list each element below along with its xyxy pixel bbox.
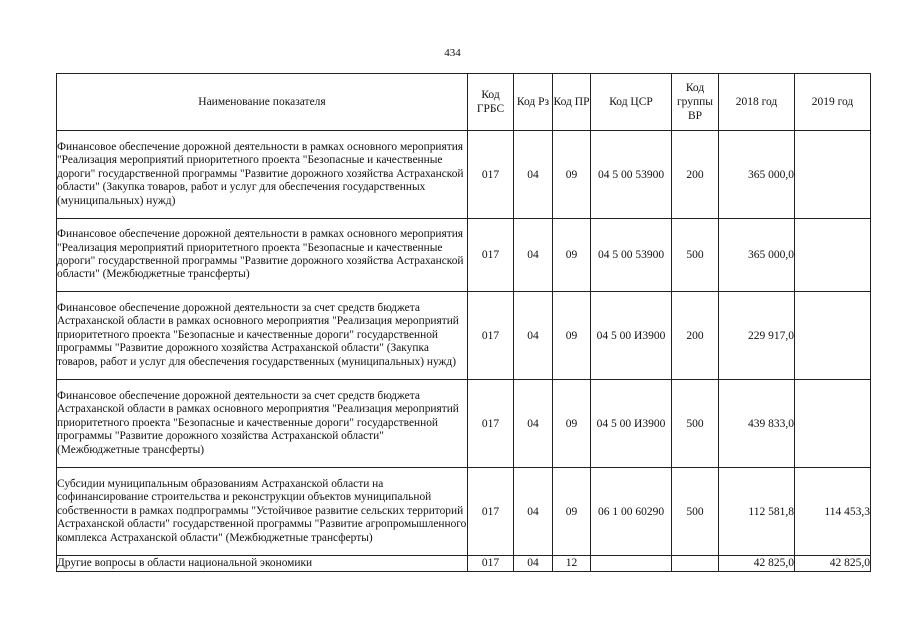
row-vr: 500	[672, 380, 719, 468]
row-vr: 500	[672, 219, 719, 292]
table-row	[57, 380, 871, 468]
row-2019: 114 453,3	[795, 468, 871, 556]
table-row	[57, 219, 871, 292]
row-pr: 09	[553, 380, 591, 468]
row-2019	[795, 292, 871, 380]
row-rz: 04	[514, 380, 553, 468]
row-2019	[795, 380, 871, 468]
row-grbs: 017	[468, 556, 514, 572]
row-vr: 200	[672, 131, 719, 219]
row-2018: 439 833,0	[719, 380, 795, 468]
row-pr: 12	[553, 556, 591, 572]
row-grbs: 017	[468, 131, 514, 219]
header-rz: Код Рз	[514, 74, 553, 131]
row-rz: 04	[514, 556, 553, 572]
row-name: Финансовое обеспечение дорожной деятельности за счет средств бюджета Астраханской области в рамках основного мероприятия "Реализация мероприятий приоритетного проекта "Безопасные и качественные дороги" государственной программы "Развитие дорожного хозяйства Астраханской области" (Межбюджетные трансферты)	[57, 380, 468, 468]
row-pr: 09	[553, 292, 591, 380]
row-name: Финансовое обеспечение дорожной деятельности в рамках основного мероприятия "Реализация мероприятий приоритетного проекта "Безопасные и качественные дороги" государственной программы "Развитие дорожного хозяйства Астраханской области" (Закупка товаров, работ и услуг для обеспечения государственных (муниципальных) нужд)	[57, 131, 468, 219]
header-2019: 2019 год	[795, 74, 871, 131]
row-pr: 09	[553, 131, 591, 219]
row-grbs: 017	[468, 292, 514, 380]
table-row	[57, 468, 871, 556]
row-vr: 500	[672, 468, 719, 556]
row-csr: 04 5 00 И3900	[591, 380, 672, 468]
header-name: Наименование показателя	[57, 74, 468, 131]
budget-table	[56, 73, 871, 572]
header-grbs: Код ГРБС	[468, 74, 514, 131]
row-pr: 09	[553, 468, 591, 556]
table-row	[57, 556, 871, 572]
row-pr: 09	[553, 219, 591, 292]
row-name: Другие вопросы в области национальной экономики	[57, 556, 468, 572]
row-rz: 04	[514, 131, 553, 219]
table-row	[57, 131, 871, 219]
row-csr: 06 1 00 60290	[591, 468, 672, 556]
row-grbs: 017	[468, 219, 514, 292]
header-2018: 2018 год	[719, 74, 795, 131]
row-csr: 04 5 00 53900	[591, 131, 672, 219]
row-2018: 229 917,0	[719, 292, 795, 380]
row-csr: 04 5 00 53900	[591, 219, 672, 292]
row-name: Финансовое обеспечение дорожной деятельности за счет средств бюджета Астраханской области в рамках основного мероприятия "Реализация мероприятий приоритетного проекта "Безопасные и качественные дороги" государственной программы "Развитие дорожного хозяйства Астраханской области" (Закупка товаров, работ и услуг для обеспечения государственных (муниципальных) нужд)	[57, 292, 468, 380]
row-2018: 42 825,0	[719, 556, 795, 572]
row-2019	[795, 131, 871, 219]
table-header-row	[57, 74, 871, 131]
row-rz: 04	[514, 468, 553, 556]
header-vr: Код группы ВР	[672, 74, 719, 131]
row-vr: 200	[672, 292, 719, 380]
row-csr	[591, 556, 672, 572]
row-2019: 42 825,0	[795, 556, 871, 572]
row-2018: 112 581,8	[719, 468, 795, 556]
row-grbs: 017	[468, 380, 514, 468]
page-number: 434	[444, 47, 461, 59]
row-rz: 04	[514, 292, 553, 380]
row-vr	[672, 556, 719, 572]
row-grbs: 017	[468, 468, 514, 556]
row-name: Финансовое обеспечение дорожной деятельности в рамках основного мероприятия "Реализация мероприятий приоритетного проекта "Безопасные и качественные дороги" государственной программы "Развитие дорожного хозяйства Астраханской области" (Межбюджетные трансферты)	[57, 219, 468, 292]
row-rz: 04	[514, 219, 553, 292]
row-2019	[795, 219, 871, 292]
header-pr: Код ПР	[553, 74, 591, 131]
row-2018: 365 000,0	[719, 131, 795, 219]
header-csr: Код ЦСР	[591, 74, 672, 131]
table-row	[57, 292, 871, 380]
row-name: Субсидии муниципальным образованиям Астраханской области на софинансирование строительства и реконструкции объектов муниципальной собственности в рамках подпрограммы "Устойчивое развитие сельских территорий Астраханской области" государственной программы "Развитие агропромышленного комплекса Астраханской области" (Межбюджетные трансферты)	[57, 468, 468, 556]
row-2018: 365 000,0	[719, 219, 795, 292]
row-csr: 04 5 00 И3900	[591, 292, 672, 380]
